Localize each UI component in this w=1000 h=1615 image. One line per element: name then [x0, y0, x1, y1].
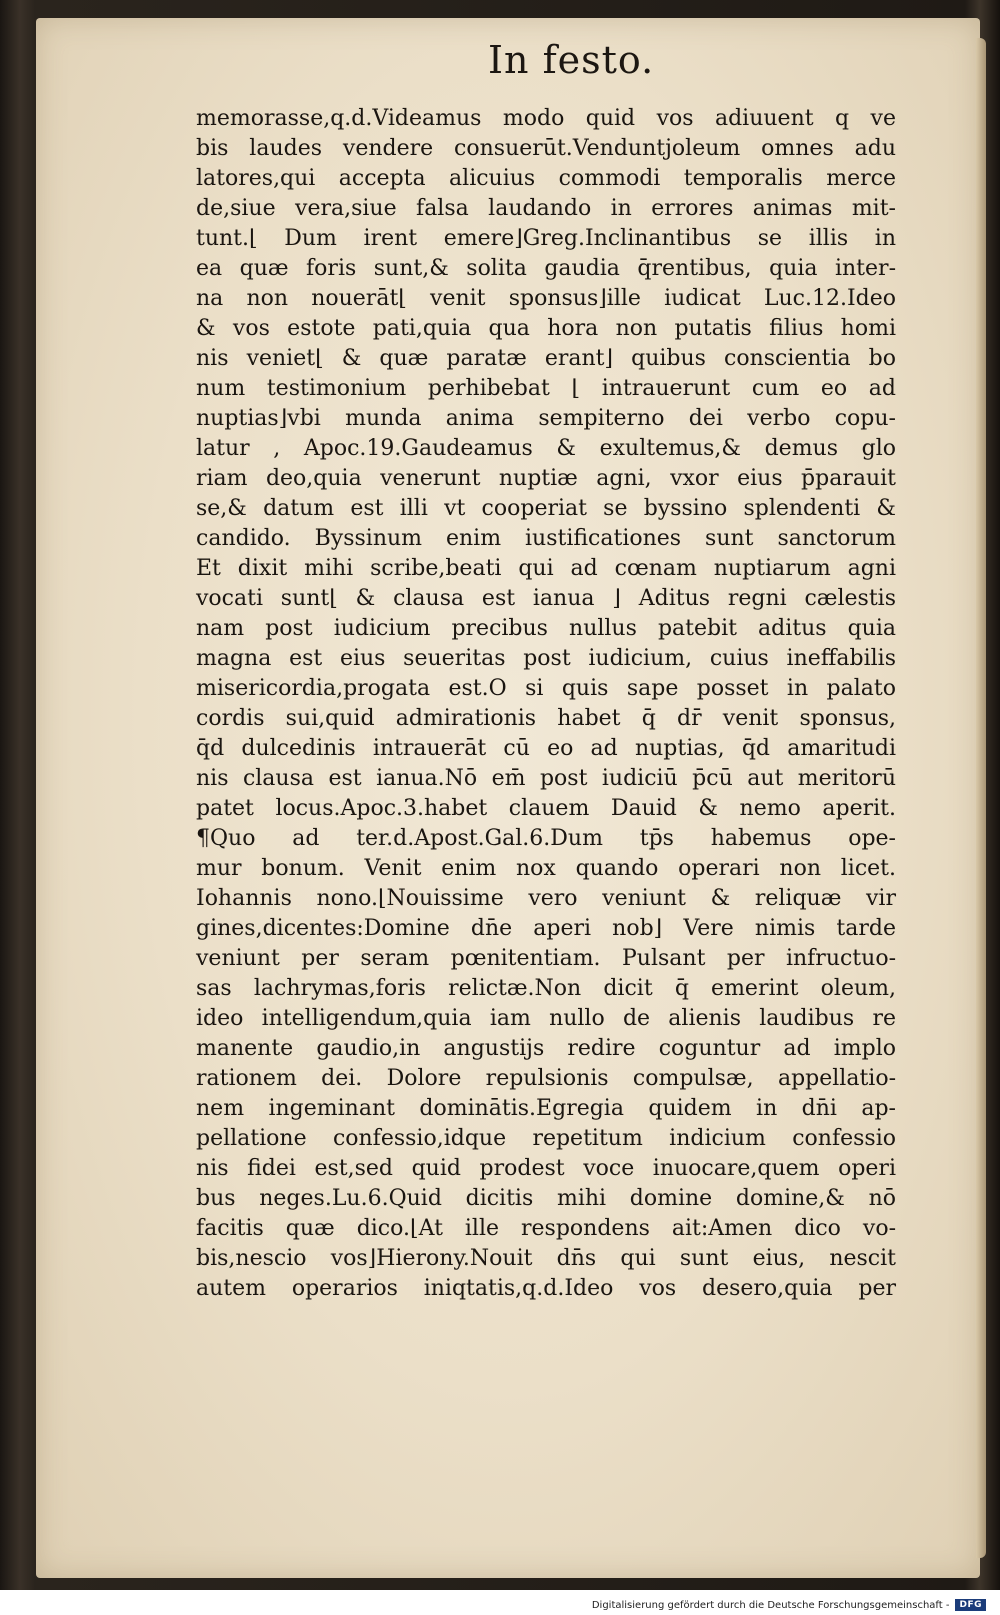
text-line: bus neges.Lu.6.Quid dicitis mihi domine domine,& nō — [196, 1186, 896, 1211]
text-line: ideo intelligendum,quia iam nullo de alienis laudibus re — [196, 1006, 896, 1031]
text-line: nem ingeminant dominātis.Egregia quidem in dn̄i ap- — [196, 1096, 896, 1121]
dfg-logo: DFG — [955, 1599, 986, 1611]
text-line: latur , Apoc.19.Gaudeamus & exultemus,& demus glo — [196, 436, 896, 461]
text-line: q̄d dulcedinis intrauerāt cū eo ad nuptias, q̄d amaritudi — [196, 736, 896, 761]
text-line: de,siue vera,siue falsa laudando in errores animas mit- — [196, 196, 896, 221]
credit-text: Digitalisierung gefördert durch die Deutsche Forschungsgemeinschaft - — [591, 1599, 950, 1611]
text-line: ea quæ foris sunt,& solita gaudia q̄rentibus, quia inter- — [196, 256, 896, 281]
text-line: nis clausa est ianua.Nō em̄ post iudiciū p̄cū aut meritorū — [196, 766, 896, 791]
text-line: mur bonum. Venit enim nox quando operari non licet. — [196, 856, 896, 881]
text-line: vocati sunt⌊ & clausa est ianua ⌋ Aditus regni cælestis — [196, 586, 896, 611]
text-line: Iohannis nono.⌊Nouissime vero veniunt & reliquæ vir — [196, 886, 896, 911]
digitization-credit — [592, 1599, 986, 1611]
text-line: ¶Quo ad ter.d.Apost.Gal.6.Dum tp̄s habemus ope- — [196, 826, 896, 851]
page-edge-shadow — [976, 38, 986, 1558]
text-line: na non nouerāt⌊ venit sponsus⌋ille iudicat Luc.12.Ideo — [196, 286, 896, 311]
running-title: In festo. — [488, 38, 655, 82]
text-line: manente gaudio,in angustijs redire coguntur ad implo — [196, 1036, 896, 1061]
text-line: patet locus.Apoc.3.habet clauem Dauid & nemo aperit. — [196, 796, 896, 821]
text-line: bis laudes vendere consuerūt.Venduntjoleum omnes adu — [196, 136, 896, 161]
text-line: nam post iudicium precibus nullus patebit aditus quia — [196, 616, 896, 641]
text-line: cordis sui,quid admirationis habet q̄ dr̄ venit sponsus, — [196, 706, 896, 731]
text-line: veniunt per seram pœnitentiam. Pulsant per infructuo- — [196, 946, 896, 971]
text-line: nis veniet⌊ & quæ paratæ erant⌋ quibus conscientia bo — [196, 346, 896, 371]
text-line: sas lachrymas,foris relictæ.Non dicit q̄ emerint oleum, — [196, 976, 896, 1001]
text-line: memorasse,q.d.Videamus modo quid vos adiuuent q ve — [196, 106, 896, 131]
text-line: nis fidei est,sed quid prodest voce inuocare,quem operi — [196, 1156, 896, 1181]
text-line: tunt.⌊ Dum irent emere⌋Greg.Inclinantibus se illis in — [196, 226, 896, 251]
text-line: se,& datum est illi vt cooperiat se byssino splendenti & — [196, 496, 896, 521]
text-line: bis,nescio vos⌋Hierony.Nouit dn̄s qui sunt eius, nescit — [196, 1246, 896, 1271]
text-line: & vos estote pati,quia qua hora non putatis filius homi — [196, 316, 896, 341]
text-line: magna est eius seueritas post iudicium, cuius ineffabilis — [196, 646, 896, 671]
body-text — [196, 104, 896, 1304]
text-line: gines,dicentes:Domine dn̄e aperi nob⌋ Vere nimis tarde — [196, 916, 896, 941]
text-line: autem operarios iniqtatis,q.d.Ideo vos desero,quia per — [196, 1276, 896, 1301]
text-line: candido. Byssinum enim iustificationes sunt sanctorum — [196, 526, 896, 551]
text-line: misericordia,progata est.O si quis sape posset in palato — [196, 676, 896, 701]
text-line: facitis quæ dico.⌊At ille respondens ait:Amen dico vo- — [196, 1216, 896, 1241]
text-line: rationem dei. Dolore repulsionis compulsæ, appellatio- — [196, 1066, 896, 1091]
text-line: riam deo,quia venerunt nuptiæ agni, vxor eius p̄parauit — [196, 466, 896, 491]
text-line: num testimonium perhibebat ⌊ intrauerunt cum eo ad — [196, 376, 896, 401]
text-line: Et dixit mihi scribe,beati qui ad cœnam nuptiarum agni — [196, 556, 896, 581]
text-line: latores,qui accepta alicuius commodi temporalis merce — [196, 166, 896, 191]
text-line: nuptias⌋vbi munda anima sempiterno dei verbo copu- — [196, 406, 896, 431]
text-line: pellatione confessio,idque repetitum indicium confessio — [196, 1126, 896, 1151]
